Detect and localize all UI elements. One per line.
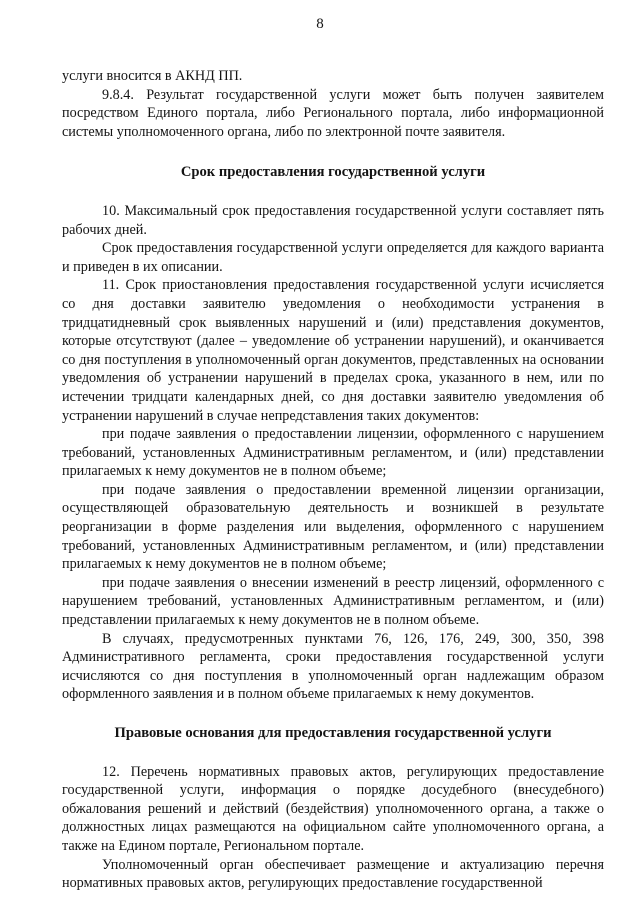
paragraph-12: 12. Перечень нормативных правовых актов, регулирующих предоставление государственной услуги, информация о порядке досудебного (внесудебного) обжалования решений и действий (бездействия) уполномоченного органа, а также о должностных лицах размещаются на официальном сайте уполномоченного органа, а также на Едином портале, Региональном портале. (62, 763, 604, 854)
paragraph-term-variant: Срок предоставления государственной услуги определяется для каждого варианта и приведен в их описании. (62, 240, 604, 275)
paragraph-9-8-4: 9.8.4. Результат государственной услуги может быть получен заявителем посредством Единого портала, либо Регионального портала, либо информационной системы уполномоченного органа, либо по электронной почте заявителя. (62, 86, 604, 140)
paragraph-case-temporary-license: при подаче заявления о предоставлении временной лицензии организации, осуществляющей образовательную деятельность и возникшей в результате реорганизации в форме разделения или выделения, оформленного с нарушением требований, установленных Административным регламентом, и (или) представлении прилагаемых к нему документов не в полном объеме; (62, 481, 604, 573)
document-body (62, 67, 604, 893)
paragraph-continuation: услуги вносится в АКНД ПП. (62, 68, 243, 84)
page-number: 8 (316, 16, 324, 32)
paragraph-case-registry-changes: при подаче заявления о внесении изменений в реестр лицензий, оформленного с нарушением требований, установленных Административным регламентом, и (или) представлении прилагаемых к нему документов не в полном объеме. (62, 574, 604, 629)
paragraph-case-license: при подаче заявления о предоставлении лицензии, оформленного с нарушением требований, установленных Административным регламентом, и (или) представлении прилагаемых к нему документов не в полном объеме; (62, 426, 604, 480)
paragraph-authority-ensures: Уполномоченный орган обеспечивает размещение и актуализацию перечня нормативных правовых актов, регулирующих предоставление государственной (62, 856, 604, 892)
paragraph-11: 11. Срок приостановления предоставления государственной услуги исчисляется со дня доставки заявителю уведомления о необходимости устранения в тридцатидневный срок выявленных нарушений и (или) представления документов, которые отсутствуют (далее – уведомление об устранении нарушений), и оканчивается со дня поступления в уполномоченный орган документов, представленных на основании уведомления об устранении нарушений в пределах срока, указанного в нем, или по истечении тридцати календарных дней, со дня доставки заявителю уведомления об устранении нарушений в случае непредставления таких документов: (62, 277, 604, 424)
section-heading-term: Срок предоставления государственной услуги (180, 164, 486, 181)
paragraph-10: 10. Максимальный срок предоставления государственной услуги составляет пять рабочих дней. (62, 202, 604, 238)
section-heading-legal-basis: Правовые основания для предоставления государственной услуги (114, 725, 552, 741)
paragraph-cases-points: В случаях, предусмотренных пунктами 76, 126, 176, 249, 300, 350, 398 Административного регламента, сроки предоставления государственной услуги исчисляются со дня поступления в уполномоченный орган надлежащим образом оформленного заявления и в полном объеме прилагаемых к нему документов. (62, 630, 604, 703)
